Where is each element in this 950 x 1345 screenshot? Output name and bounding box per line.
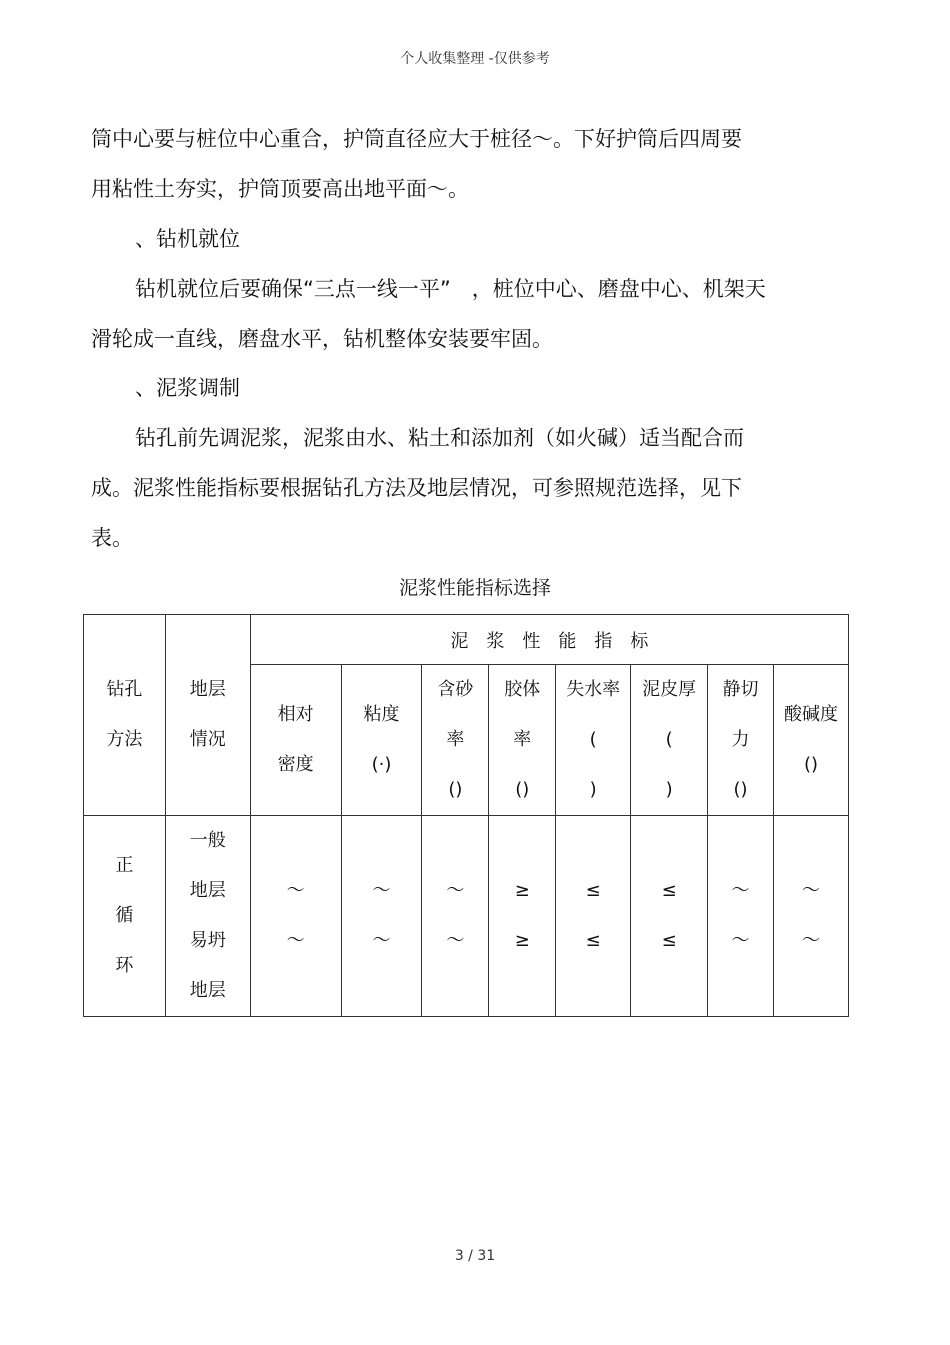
cell-method: 正 循 环 xyxy=(84,816,166,1017)
cell-value: ≤ ≤ xyxy=(556,816,631,1017)
header-static-shear: 静切 力 () xyxy=(708,665,774,816)
table-row xyxy=(84,816,849,1017)
paragraph-line: 钻机就位后要确保“三点一线一平” ，桩位中心、磨盘中心、机架天 xyxy=(135,277,766,301)
header-viscosity: 粘度 (·) xyxy=(341,665,422,816)
section-heading: 、泥浆调制 xyxy=(135,376,240,400)
cell-value: ～ ～ xyxy=(250,816,341,1017)
page-header: 个人收集整理 -仅供参考 xyxy=(400,51,550,67)
paragraph-line: 滑轮成一直线，磨盘水平，钻机整体安装要牢固。 xyxy=(91,327,553,351)
cell-value: ～ ～ xyxy=(708,816,774,1017)
cell-value: ≤ ≤ xyxy=(631,816,708,1017)
header-water-loss: 失水率 ( ) xyxy=(556,665,631,816)
paragraph-line: 表。 xyxy=(91,526,133,550)
paragraph-line: 钻孔前先调泥浆，泥浆由水、粘土和添加剂（如火碱）适当配合而 xyxy=(135,426,744,450)
header-filter-cake: 泥皮厚 ( ) xyxy=(631,665,708,816)
header-sand-content: 含砂 率 () xyxy=(422,665,489,816)
header-stratum: 地层 情况 xyxy=(165,615,250,816)
header-ph: 酸碱度 () xyxy=(773,665,848,816)
cell-stratum: 一般 地层 易坍 地层 xyxy=(165,816,250,1017)
table-caption: 泥浆性能指标选择 xyxy=(398,577,551,599)
paragraph-line: 用粘性土夯实，护筒顶要高出地平面～。 xyxy=(91,177,469,201)
paragraph-line: 筒中心要与桩位中心重合，护筒直径应大于桩径～。下好护筒后四周要 xyxy=(91,127,742,151)
cell-value: ～ ～ xyxy=(422,816,489,1017)
header-mud-properties: 泥 浆 性 能 指 标 xyxy=(250,615,848,665)
paragraph-line: 成。泥浆性能指标要根据钻孔方法及地层情况，可参照规范选择，见下 xyxy=(91,476,742,500)
header-relative-density: 相对 密度 xyxy=(250,665,341,816)
cell-value: ≥ ≥ xyxy=(489,816,556,1017)
page-number: 3 / 31 xyxy=(454,1248,496,1264)
mud-spec-table xyxy=(83,614,849,1017)
section-heading: 、钻机就位 xyxy=(135,227,240,251)
cell-value: ～ ～ xyxy=(341,816,422,1017)
header-colloid-rate: 胶体 率 () xyxy=(489,665,556,816)
cell-value: ～ ～ xyxy=(773,816,848,1017)
header-drilling-method: 钻孔 方法 xyxy=(84,615,166,816)
